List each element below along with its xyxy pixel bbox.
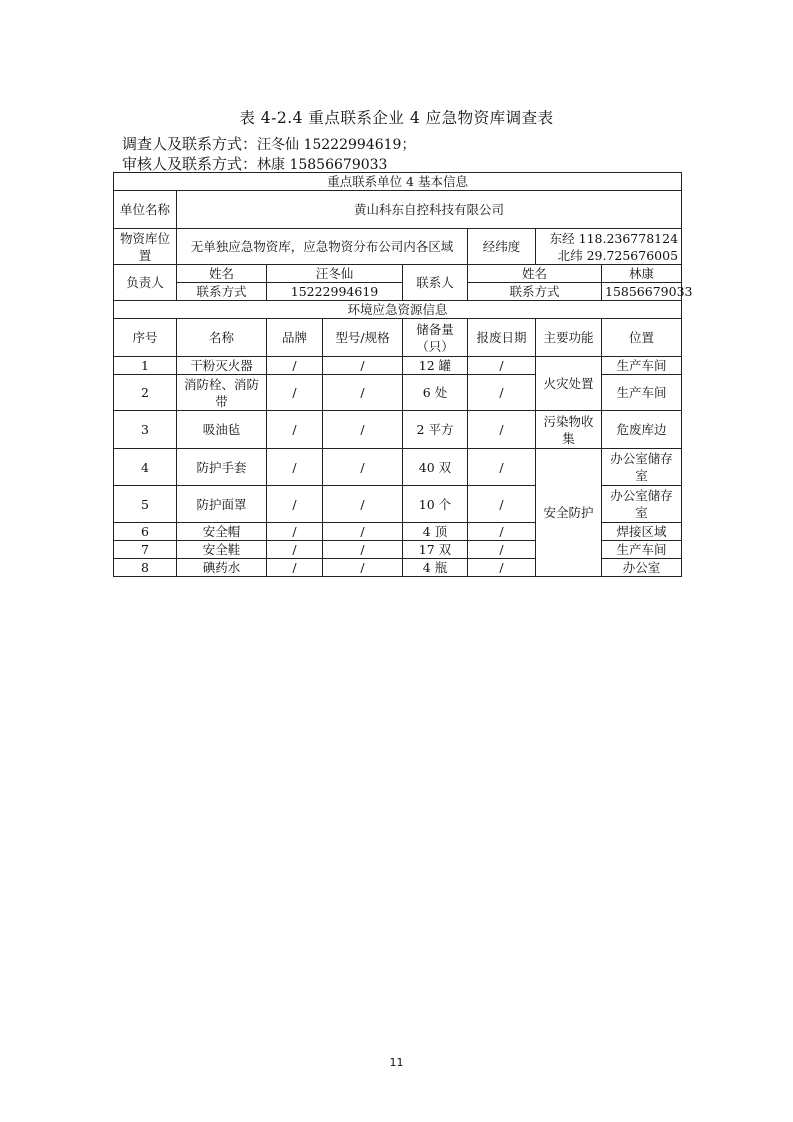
row-no: 2: [114, 375, 177, 411]
unit-name-label: 单位名称: [114, 191, 177, 229]
investigator-value: 汪冬仙 15222994619；: [257, 137, 416, 153]
row-expiry: /: [468, 449, 536, 486]
contact-name-label: 姓名: [468, 265, 602, 283]
row-model: /: [323, 523, 403, 541]
row-qty: 6 处: [403, 375, 468, 411]
basic-info-title: 重点联系单位 4 基本信息: [114, 173, 682, 191]
header-cell: 型号/规格: [323, 319, 403, 357]
row-brand: /: [267, 541, 323, 559]
contact-phone-label: 联系方式: [468, 283, 602, 301]
row-name: 消防栓、消防带: [177, 375, 267, 411]
row-model: /: [323, 375, 403, 411]
row-name: 安全鞋: [177, 541, 267, 559]
table-row: [114, 357, 682, 375]
row-expiry: /: [468, 523, 536, 541]
row-no: 1: [114, 357, 177, 375]
row-location: 危废库边: [602, 411, 682, 449]
latitude: 北纬 29.725676005: [557, 247, 679, 263]
row-location: 办公室: [602, 559, 682, 577]
function-safety: 安全防护: [536, 449, 602, 577]
responsible-name-label: 姓名: [177, 265, 267, 283]
table-row: [114, 411, 682, 449]
coord-label: 经纬度: [468, 229, 536, 265]
row-location: 焊接区域: [602, 523, 682, 541]
header-cell: 品牌: [267, 319, 323, 357]
header-cell: 名称: [177, 319, 267, 357]
table-row: [114, 449, 682, 486]
responsible-phone-label: 联系方式: [177, 283, 267, 301]
warehouse-value: 无单独应急物资库，应急物资分布公司内各区域: [177, 229, 468, 265]
row-brand: /: [267, 411, 323, 449]
responsible-phone: 15222994619: [267, 283, 403, 301]
header-cell: 位置: [602, 319, 682, 357]
header-cell: 储备量（只）: [403, 319, 468, 357]
row-model: /: [323, 486, 403, 523]
row-location: 生产车间: [602, 541, 682, 559]
row-expiry: /: [468, 486, 536, 523]
row-model: /: [323, 559, 403, 577]
row-qty: 4 顶: [403, 523, 468, 541]
row-brand: /: [267, 486, 323, 523]
row-name: 安全帽: [177, 523, 267, 541]
row-name: 防护手套: [177, 449, 267, 486]
row-name: 防护面罩: [177, 486, 267, 523]
row-name: 碘药水: [177, 559, 267, 577]
row-expiry: /: [468, 411, 536, 449]
row-no: 5: [114, 486, 177, 523]
row-model: /: [323, 357, 403, 375]
row-no: 6: [114, 523, 177, 541]
row-location: 办公室储存室: [602, 486, 682, 523]
row-qty: 12 罐: [403, 357, 468, 375]
row-model: /: [323, 411, 403, 449]
row-model: /: [323, 449, 403, 486]
row-location: 办公室储存室: [602, 449, 682, 486]
responsible-name: 汪冬仙: [267, 265, 403, 283]
row-name: 干粉灭火器: [177, 357, 267, 375]
row-qty: 40 双: [403, 449, 468, 486]
row-location: 生产车间: [602, 375, 682, 411]
header-cell: 序号: [114, 319, 177, 357]
row-location: 生产车间: [602, 357, 682, 375]
coord-value: [536, 229, 682, 265]
row-brand: /: [267, 559, 323, 577]
reviewer-label: 审核人及联系方式：: [122, 155, 258, 173]
row-brand: /: [267, 449, 323, 486]
header-cell: 主要功能: [536, 319, 602, 357]
reviewer-value: 林康 15856679033: [257, 157, 388, 173]
responsible-label: 负责人: [114, 265, 177, 301]
row-no: 8: [114, 559, 177, 577]
contact-person-label: 联系人: [403, 265, 468, 301]
row-qty: 2 平方: [403, 411, 468, 449]
row-model: /: [323, 541, 403, 559]
row-name: 吸油毡: [177, 411, 267, 449]
row-no: 3: [114, 411, 177, 449]
unit-name-value: 黄山科东自控科技有限公司: [177, 191, 682, 229]
row-qty: 10 个: [403, 486, 468, 523]
reviewer-line: [122, 153, 387, 174]
page-number: 11: [389, 1056, 404, 1069]
row-no: 7: [114, 541, 177, 559]
row-brand: /: [267, 375, 323, 411]
emergency-supply-table: [113, 172, 693, 577]
investigator-label: 调查人及联系方式：: [122, 135, 258, 153]
row-no: 4: [114, 449, 177, 486]
investigator-line: [122, 133, 415, 154]
function-fire: 火灾处置: [536, 357, 602, 411]
row-brand: /: [267, 523, 323, 541]
row-expiry: /: [468, 375, 536, 411]
row-brand: /: [267, 357, 323, 375]
row-qty: 4 瓶: [403, 559, 468, 577]
header-cell: 报废日期: [468, 319, 536, 357]
warehouse-label: 物资库位置: [114, 229, 177, 265]
row-qty: 17 双: [403, 541, 468, 559]
resources-title: 环境应急资源信息: [114, 301, 682, 319]
function-pollutant: 污染物收集: [536, 411, 602, 449]
longitude: 东经 118.236778124: [549, 230, 679, 246]
contact-phone: 15856679033: [602, 283, 682, 301]
row-expiry: /: [468, 357, 536, 375]
contact-name: 林康: [602, 265, 682, 283]
row-expiry: /: [468, 541, 536, 559]
table-caption: 表 4-2.4 重点联系企业 4 应急物资库调查表: [239, 109, 554, 127]
row-expiry: /: [468, 559, 536, 577]
